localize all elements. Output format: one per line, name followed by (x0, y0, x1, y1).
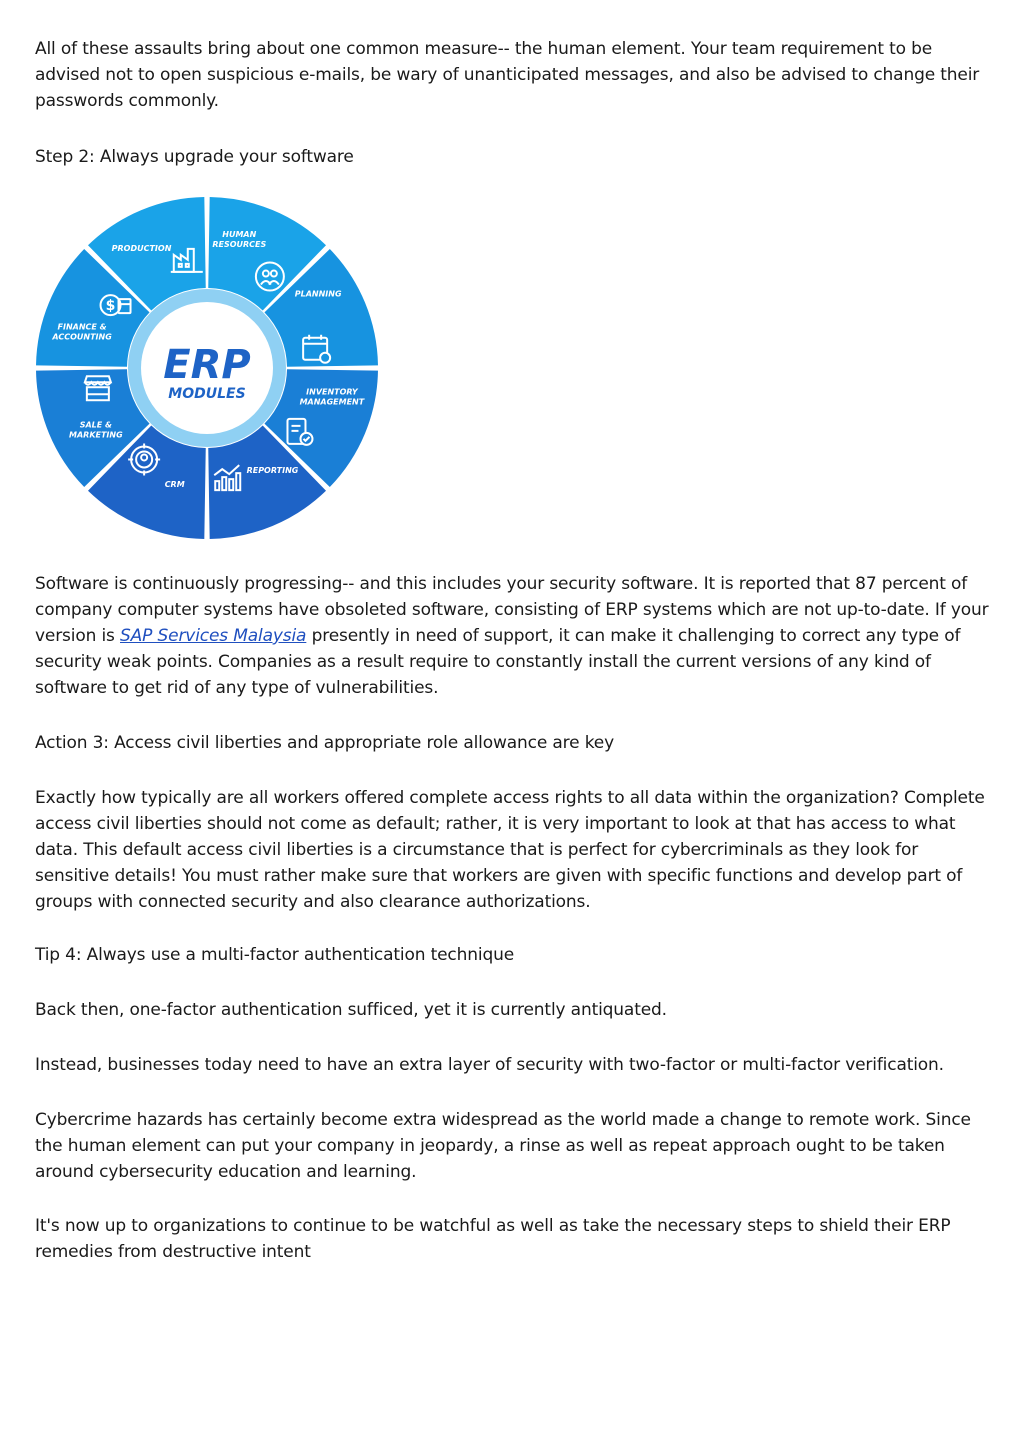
erp-subtitle: MODULES (168, 386, 246, 402)
paragraph-software-progress (35, 571, 995, 701)
segment-label: FINANCE & (57, 322, 107, 332)
erp-wheel-graphic (35, 196, 380, 541)
segment-label: RESOURCES (212, 240, 267, 250)
paragraph-multi-factor: Instead, businesses today need to have an extra layer of security with two-factor or multi-factor verification. (35, 1055, 944, 1075)
segment-label: MARKETING (69, 430, 123, 440)
segment-label: HUMAN (222, 230, 257, 240)
heading-action-3: Action 3: Access civil liberties and appropriate role allowance are key (35, 733, 614, 753)
segment-label: PRODUCTION (111, 243, 172, 253)
segment-label: REPORTING (246, 466, 299, 476)
heading-tip-4: Tip 4: Always use a multi-factor authentication technique (35, 945, 515, 965)
paragraph-cybercrime: Cybercrime hazards has certainly become extra widespread as the world made a change to remote work. Since the human element can put your company in jeopardy, a rinse as well as repeat approach ought to be taken around cybersecurity education and learning. (35, 1110, 971, 1182)
paragraph-text: Software is continuously progressing-- and this includes your security software. It is reported that 87 percent of company computer systems have obsoleted software, consisting of ERP systems which are not up-to-date. If your version is (35, 574, 989, 646)
segment-label: ACCOUNTING (52, 332, 112, 342)
segment-label: CRM (164, 479, 185, 489)
heading-step-2: Step 2: Always upgrade your software (35, 147, 354, 167)
paragraph-access-rights: Exactly how typically are all workers offered complete access rights to all data within the organization? Complete access civil liberties should not come as default; rather, it is very important to look at that has access to what data. This default access civil liberties is a circumstance that is perfect for cybercriminals as they look for sensitive details! You must rather make sure that workers are given with specific functions and develop part of groups with connected security and also clearance authorizations. (35, 788, 985, 912)
segment-label: MANAGEMENT (299, 397, 365, 407)
sap-services-malaysia-link[interactable]: SAP Services Malaysia (120, 626, 307, 646)
erp-modules-wheel (35, 196, 380, 541)
paragraph-conclusion: It's now up to organizations to continue to be watchful as well as take the necessary steps to shield their ERP remedies from destructive intent (35, 1216, 951, 1262)
paragraph-one-factor: Back then, one-factor authentication sufficed, yet it is currently antiquated. (35, 1000, 667, 1020)
erp-title: ERP (163, 342, 251, 388)
segment-label: PLANNING (294, 289, 342, 299)
paragraph-text: presently in need of support, it can make it challenging to correct any type of security weak points. Companies as a result require to constantly install the current versions of any kind of software to get rid of any type of vulnerabilities. (35, 626, 961, 698)
segment-label: SALE & (79, 420, 112, 430)
paragraph-human-element: All of these assaults bring about one common measure-- the human element. Your team requirement to be advised not to open suspicious e-mails, be wary of unanticipated messages, and also be advised to change their passwords commonly. (35, 39, 980, 111)
svg-text:$: $ (105, 298, 116, 315)
segment-label: INVENTORY (306, 387, 358, 397)
